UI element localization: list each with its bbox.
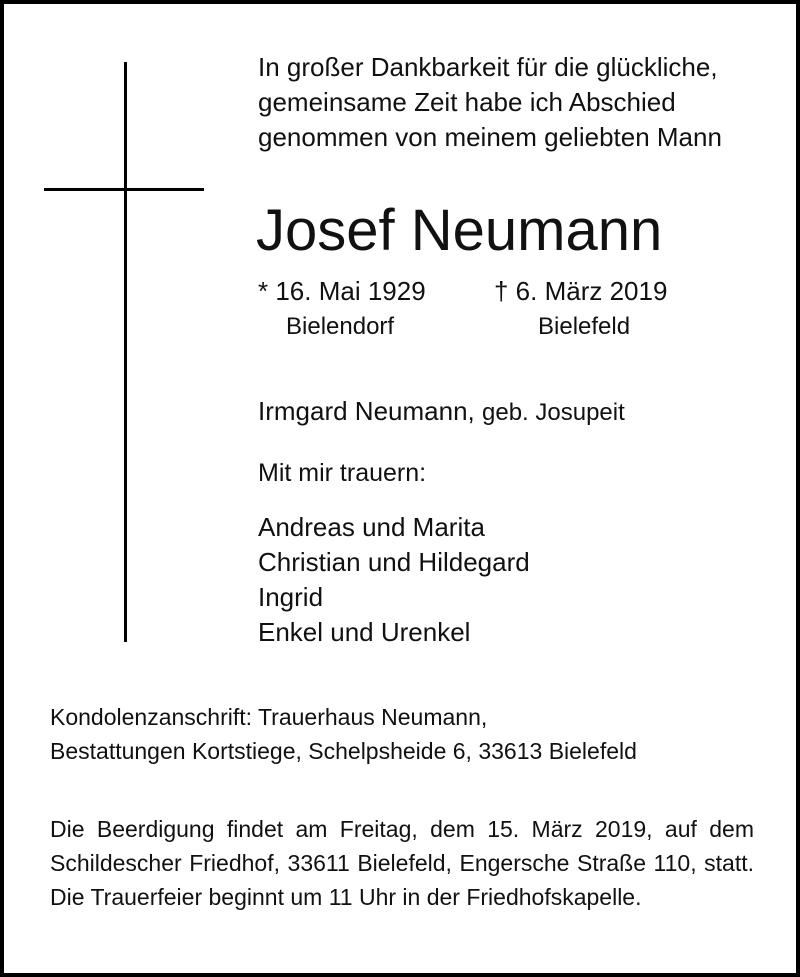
- list-item: Enkel und Urenkel: [258, 617, 471, 647]
- intro-text: [258, 50, 778, 155]
- widow-name: Irmgard Neumann,: [258, 396, 475, 426]
- cross-horizontal-bar: [44, 188, 204, 191]
- intro-line: In großer Dankbarkeit für die glückliche,: [258, 52, 718, 82]
- list-item: Ingrid: [258, 582, 324, 612]
- death-date: † 6. März 2019: [494, 276, 668, 306]
- mourners-list: [258, 510, 530, 650]
- birth-place: Bielendorf: [286, 313, 395, 340]
- funeral-details: Die Beerdigung findet am Freitag, dem 15. März 2019, auf dem Schildescher Friedhof, 33611 Bielefeld, Engersche Straße 110, statt. Die Trauerfeier beginnt um 11 Uhr in der Friedhofskapelle.: [50, 816, 754, 910]
- death-place: Bielefeld: [538, 313, 631, 340]
- mourners-intro: Mit mir trauern:: [258, 459, 427, 487]
- cross-vertical-bar: [124, 62, 127, 642]
- deceased-name: Josef Neumann: [256, 198, 663, 263]
- birth-date: * 16. Mai 1929: [258, 276, 426, 306]
- intro-line: genommen von meinem geliebten Mann: [258, 122, 722, 152]
- widow-line: [258, 394, 625, 430]
- list-item: Christian und Hildegard: [258, 547, 530, 577]
- condolence-line: Bestattungen Kortstiege, Schelpsheide 6, 33613 Bielefeld: [50, 738, 637, 764]
- condolence-line: Kondolenzanschrift: Trauerhaus Neumann,: [50, 704, 488, 730]
- condolence-address: [50, 700, 637, 768]
- list-item: Andreas und Marita: [258, 512, 485, 542]
- widow-maiden-name: geb. Josupeit: [482, 399, 625, 426]
- birth-info: [258, 274, 426, 344]
- death-info: [494, 274, 667, 344]
- intro-line: gemeinsame Zeit habe ich Abschied: [258, 87, 676, 117]
